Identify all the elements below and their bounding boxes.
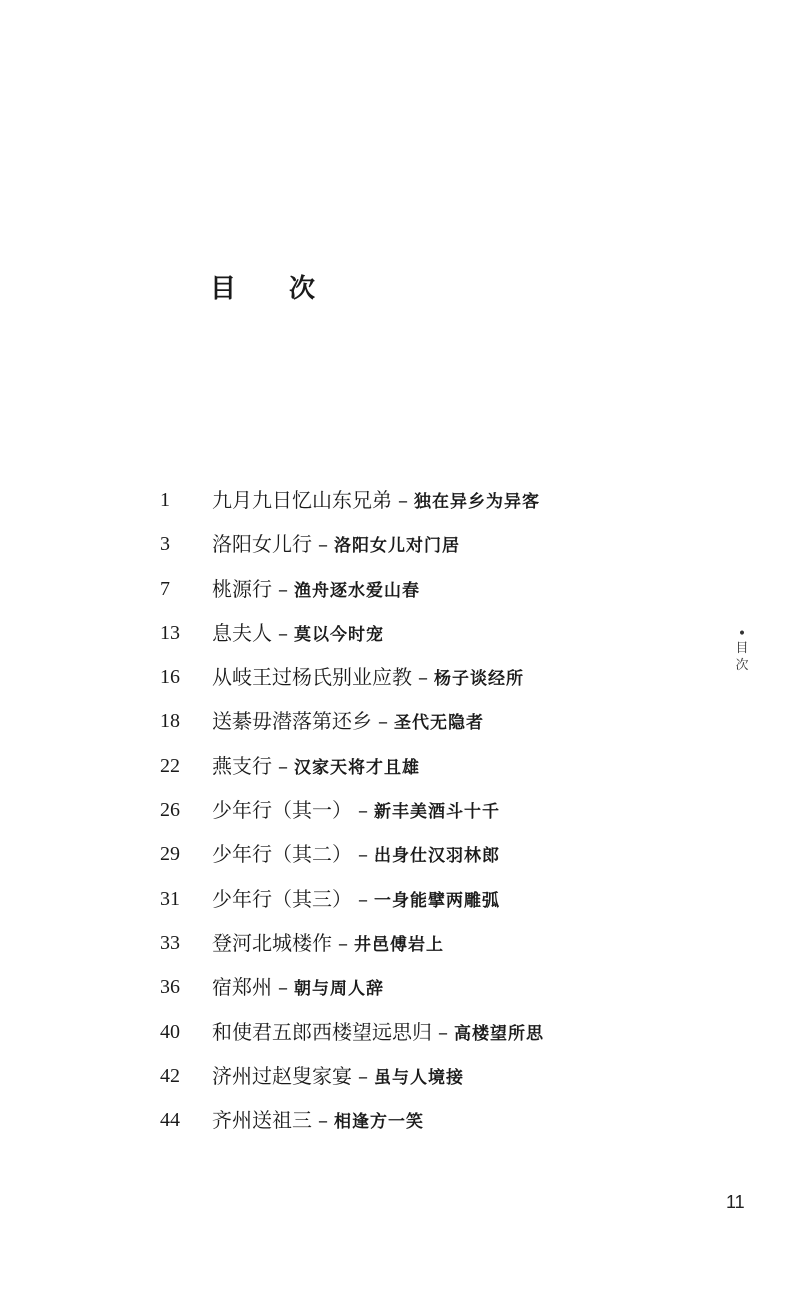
- toc-entry[interactable]: [0, 965, 800, 1009]
- toc-text: [212, 832, 500, 878]
- toc-poem-title: 和使君五郎西楼望远思归: [212, 1019, 432, 1044]
- toc-poem-title: 少年行（其一）: [212, 798, 352, 823]
- toc-poem-title: 燕支行: [212, 753, 272, 778]
- toc-poem-title: 齐州送祖三: [212, 1108, 312, 1133]
- toc-separator: –: [318, 532, 328, 557]
- toc-separator: –: [278, 753, 288, 778]
- toc-separator: –: [318, 1108, 328, 1133]
- side-section-tab: [734, 628, 750, 674]
- toc-text: [212, 699, 484, 745]
- bullet-dot-icon: •: [737, 626, 747, 642]
- toc-page-number: 40: [160, 1020, 180, 1043]
- toc-page-number: 1: [160, 489, 170, 511]
- toc-text: [212, 1098, 424, 1144]
- toc-poem-title: 从岐王过杨氏别业应教: [212, 665, 412, 690]
- side-tab-char: 目: [735, 641, 749, 656]
- toc-entry[interactable]: [0, 699, 800, 743]
- toc-first-line: 出身仕汉羽林郎: [374, 846, 500, 867]
- toc-entry[interactable]: [0, 921, 800, 965]
- toc-page-number: 7: [160, 577, 170, 600]
- toc-text: [212, 744, 420, 790]
- toc-poem-title: 少年行（其三）: [212, 886, 352, 911]
- toc-separator: –: [358, 886, 368, 911]
- toc-separator: –: [278, 620, 288, 645]
- toc-entry[interactable]: [0, 877, 800, 921]
- toc-separator: –: [278, 975, 288, 1000]
- toc-list: [0, 478, 800, 1142]
- toc-text: [212, 478, 540, 524]
- toc-page-number: 3: [160, 533, 170, 556]
- toc-entry[interactable]: [0, 1098, 800, 1142]
- page-number: 11: [726, 1192, 745, 1212]
- toc-first-line: 高楼望所思: [454, 1023, 544, 1044]
- toc-page-number: 36: [160, 976, 180, 999]
- toc-poem-title: 宿郑州: [212, 975, 272, 1000]
- toc-text: [212, 611, 384, 657]
- toc-first-line: 渔舟逐水爱山春: [294, 580, 420, 601]
- toc-page-number: 18: [160, 710, 180, 733]
- toc-text: [212, 1010, 544, 1056]
- toc-entry[interactable]: [0, 788, 800, 832]
- toc-entry[interactable]: [0, 522, 800, 566]
- toc-page-number: 13: [160, 621, 180, 644]
- toc-poem-title: 九月九日忆山东兄弟: [212, 488, 392, 512]
- toc-text: [212, 965, 384, 1011]
- toc-first-line: 相逢方一笑: [334, 1112, 424, 1133]
- toc-page-number: 44: [160, 1109, 180, 1132]
- toc-first-line: 井邑傅岩上: [354, 934, 444, 955]
- toc-page-number: 26: [160, 799, 180, 822]
- toc-first-line: 汉家天将才且雄: [294, 757, 420, 778]
- toc-text: [212, 655, 524, 701]
- toc-poem-title: 息夫人: [212, 620, 272, 645]
- toc-text: [212, 567, 420, 613]
- toc-separator: –: [338, 930, 348, 955]
- toc-first-line: 新丰美酒斗十千: [374, 802, 500, 823]
- toc-page-number: 31: [160, 887, 180, 910]
- toc-separator: –: [358, 798, 368, 823]
- toc-separator: –: [278, 576, 288, 601]
- toc-first-line: 莫以今时宠: [294, 624, 384, 645]
- toc-entry[interactable]: [0, 655, 800, 699]
- toc-poem-title: 济州过赵叟家宴: [212, 1063, 352, 1088]
- toc-poem-title: 登河北城楼作: [212, 930, 332, 955]
- toc-entry[interactable]: [0, 1054, 800, 1098]
- toc-poem-title: 桃源行: [212, 576, 272, 601]
- toc-separator: –: [358, 1063, 368, 1088]
- toc-entry[interactable]: [0, 832, 800, 876]
- toc-entry[interactable]: [0, 1010, 800, 1054]
- toc-first-line: 杨子谈经所: [434, 669, 524, 690]
- toc-text: [212, 788, 500, 834]
- toc-page-number: 29: [160, 843, 180, 866]
- toc-poem-title: 洛阳女儿行: [212, 532, 312, 557]
- toc-text: [212, 877, 500, 923]
- toc-separator: –: [438, 1019, 448, 1044]
- toc-page-number: 33: [160, 931, 180, 954]
- toc-page-number: 42: [160, 1064, 180, 1087]
- toc-first-line: 一身能擘两雕弧: [374, 890, 500, 911]
- toc-poem-title: 少年行（其二）: [212, 842, 352, 867]
- toc-first-line: 虽与人境接: [374, 1067, 464, 1088]
- toc-page-number: 16: [160, 666, 180, 689]
- side-tab-char: 次: [735, 658, 749, 673]
- toc-first-line: 独在异乡为异客: [414, 492, 540, 512]
- toc-first-line: 朝与周人辞: [294, 979, 384, 1000]
- page-title: 目 次: [210, 274, 338, 304]
- toc-entry[interactable]: [0, 744, 800, 788]
- toc-first-line: 圣代无隐者: [394, 713, 484, 734]
- toc-page-number: 22: [160, 754, 180, 777]
- toc-first-line: 洛阳女儿对门居: [334, 536, 460, 557]
- toc-text: [212, 522, 460, 568]
- toc-text: [212, 1054, 464, 1100]
- toc-entry[interactable]: [0, 611, 800, 655]
- toc-text: [212, 921, 444, 967]
- toc-entry[interactable]: [0, 567, 800, 611]
- toc-separator: –: [378, 709, 388, 734]
- toc-separator: –: [358, 842, 368, 867]
- toc-separator: –: [398, 488, 408, 512]
- toc-entry[interactable]: [0, 478, 800, 522]
- toc-poem-title: 送綦毋潜落第还乡: [212, 709, 372, 734]
- toc-separator: –: [418, 665, 428, 690]
